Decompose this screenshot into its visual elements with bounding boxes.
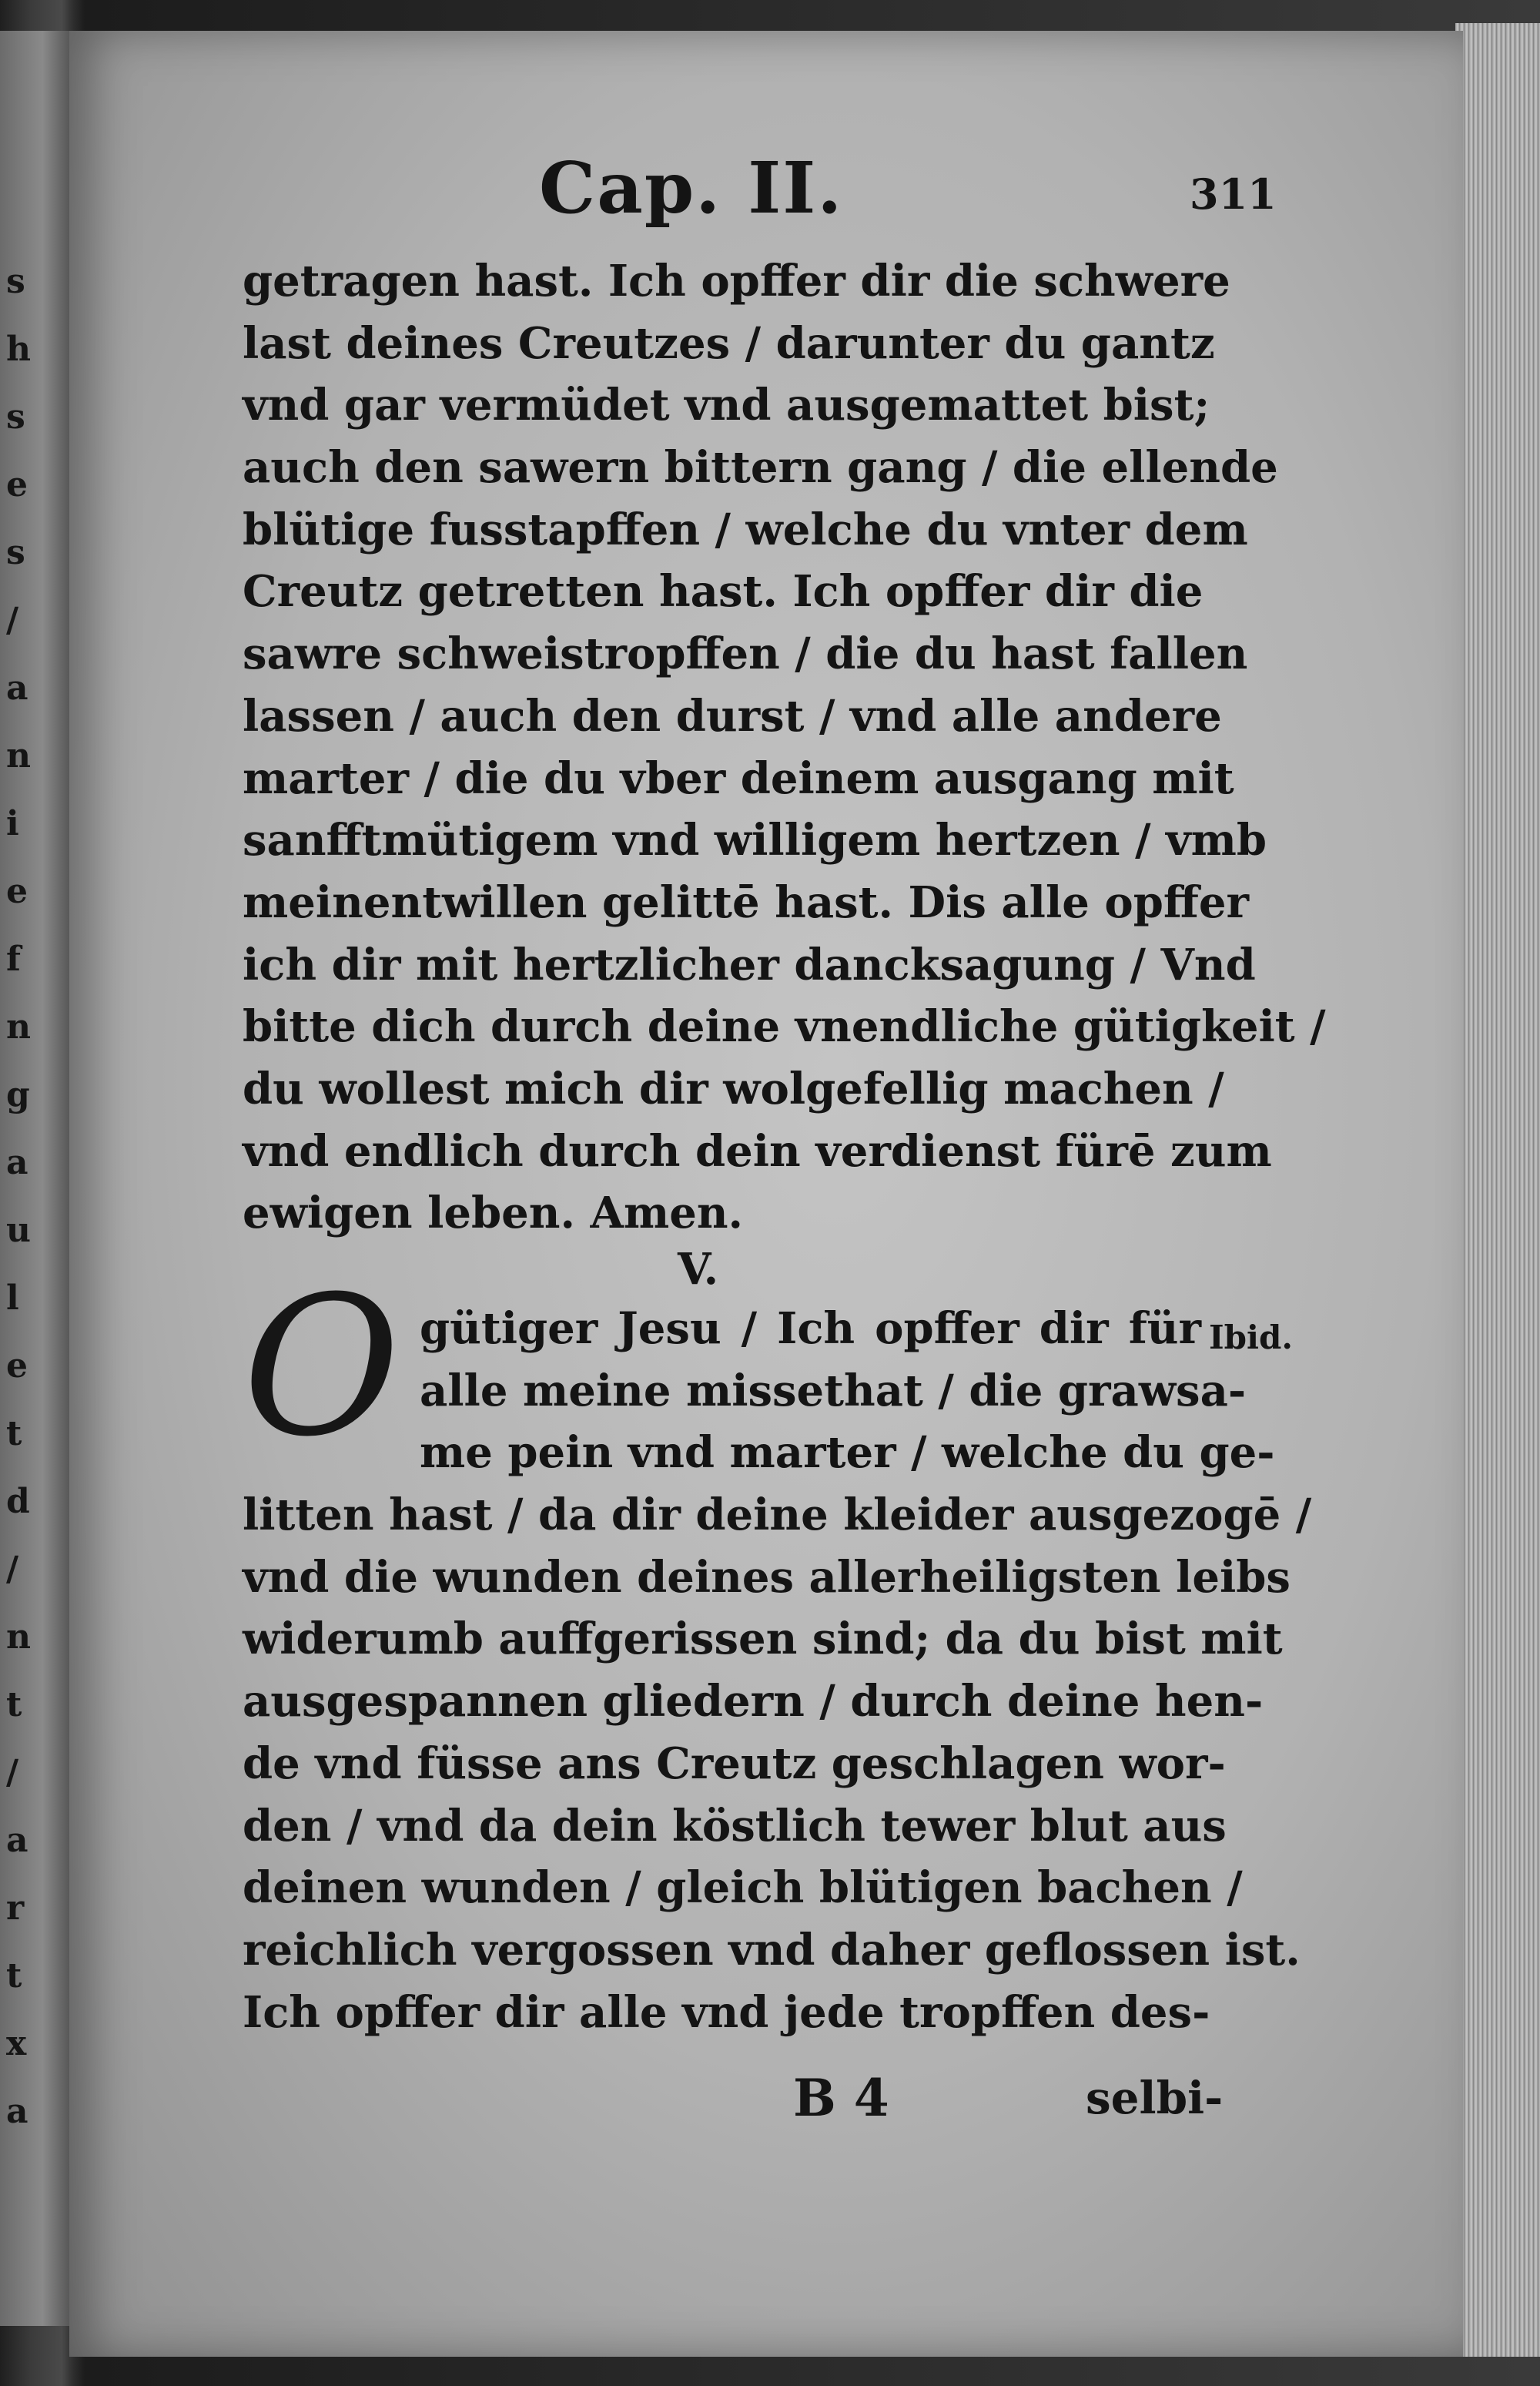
chapter-heading: Cap. II. xyxy=(539,146,844,230)
facing-page-fragment: h xyxy=(6,330,31,369)
page-stack-edge xyxy=(1455,23,1540,2357)
text-line: alle meine missethat / die grawsa- xyxy=(420,1365,1247,1416)
text-line: vnd die wunden deines allerheiligsten leibs xyxy=(243,1551,1291,1603)
text-line: ewigen leben. Amen. xyxy=(243,1188,744,1239)
text-line: sanfftmütigem vnd willigem hertzen / vmb xyxy=(243,815,1267,866)
catchword: selbi- xyxy=(1086,2072,1224,2124)
text-line: meinentwillen gelittē hast. Dis alle opffer xyxy=(243,876,1249,928)
facing-page-fragment: a xyxy=(6,1821,28,1860)
facing-page-fragment: s xyxy=(6,397,25,437)
facing-page-fragment: n xyxy=(6,1617,31,1657)
text-line: blütige fusstapffen / welche du vnter dem xyxy=(243,504,1248,555)
facing-page-fragment: n xyxy=(6,1007,31,1047)
facing-page-fragment: f xyxy=(6,940,21,979)
facing-page-fragment: n xyxy=(6,736,31,776)
text-line: vnd gar vermüdet vnd ausgemattet bist; xyxy=(243,380,1210,431)
text-line: ausgespannen gliedern / durch deine hen- xyxy=(243,1676,1264,1728)
facing-page-fragment: t xyxy=(6,1956,22,1996)
facing-page-fragment: a xyxy=(6,669,28,708)
facing-page-fragment: a xyxy=(6,1143,28,1182)
margin-note: Ibid. xyxy=(1209,1319,1293,1356)
text-line: litten hast / da dir deine kleider ausgezogē / xyxy=(243,1490,1312,1541)
previous-page-edge xyxy=(0,31,71,2326)
facing-page-fragment: g xyxy=(6,1075,30,1114)
facing-page-fragment: e xyxy=(6,872,28,911)
text-line: Creutz getretten hast. Ich opffer dir die xyxy=(243,566,1204,618)
text-line: sawre schweistropffen / die du hast fallen xyxy=(243,628,1248,680)
facing-page-fragment: r xyxy=(6,1888,25,1928)
page-number: 311 xyxy=(1190,169,1277,219)
facing-page-fragment: d xyxy=(6,1482,30,1521)
text-line: last deines Creutzes / darunter du gantz xyxy=(243,317,1215,369)
facing-page-fragment: l xyxy=(6,1278,19,1318)
text-line: gütiger Jesu / Ich opffer dir für xyxy=(420,1303,1201,1354)
facing-page-fragment: e xyxy=(6,465,28,504)
text-line: du wollest mich dir wolgefellig machen / xyxy=(243,1063,1224,1114)
text-line: reichlich vergossen vnd daher geflossen ist. xyxy=(243,1924,1301,1975)
signature-mark: B 4 xyxy=(793,2068,889,2128)
drop-cap-initial: O xyxy=(243,1255,400,1479)
text-line: auch den sawern bittern gang / die ellende xyxy=(243,442,1278,494)
facing-page-fragment: u xyxy=(6,1211,31,1250)
facing-page-fragment: x xyxy=(6,2024,27,2063)
text-line: Ich opffer dir alle vnd jede tropffen des- xyxy=(243,1986,1210,2038)
text-line: marter / die du vber deinem ausgang mit xyxy=(243,752,1234,804)
text-line: getragen hast. Ich opffer dir die schwere xyxy=(243,256,1230,307)
text-line: ich dir mit hertzlicher dancksagung / Vnd xyxy=(243,939,1256,990)
facing-page-fragment: s xyxy=(6,262,25,301)
section-number: V. xyxy=(678,1244,719,1295)
facing-page-fragment: e xyxy=(6,1346,28,1386)
facing-page-fragment: a xyxy=(6,2092,28,2131)
text-line: widerumb auffgerissen sind; da du bist mit xyxy=(243,1614,1283,1665)
text-block-1 xyxy=(243,250,1326,1245)
text-line: vnd endlich durch dein verdienst fürē zum xyxy=(243,1125,1272,1177)
facing-page-fragment: / xyxy=(6,601,19,640)
facing-page-fragment: t xyxy=(6,1414,22,1453)
book-page xyxy=(69,31,1463,2357)
text-line: de vnd füsse ans Creutz geschlagen wor- xyxy=(243,1738,1226,1789)
text-line: bitte dich durch deine vnendliche gütigkeit / xyxy=(243,1001,1326,1053)
text-line: deinen wunden / gleich blütigen bachen / xyxy=(243,1862,1243,1914)
facing-page-fragment: t xyxy=(6,1685,22,1724)
facing-page-fragment: / xyxy=(6,1550,19,1589)
text-line: me pein vnd marter / welche du ge- xyxy=(420,1427,1275,1479)
facing-page-fragment: / xyxy=(6,1753,19,1792)
text-line: den / vnd da dein köstlich tewer blut aus xyxy=(243,1800,1227,1851)
facing-page-fragment: s xyxy=(6,533,25,572)
facing-page-fragment: i xyxy=(6,804,19,843)
text-line: lassen / auch den durst / vnd alle andere xyxy=(243,690,1222,742)
